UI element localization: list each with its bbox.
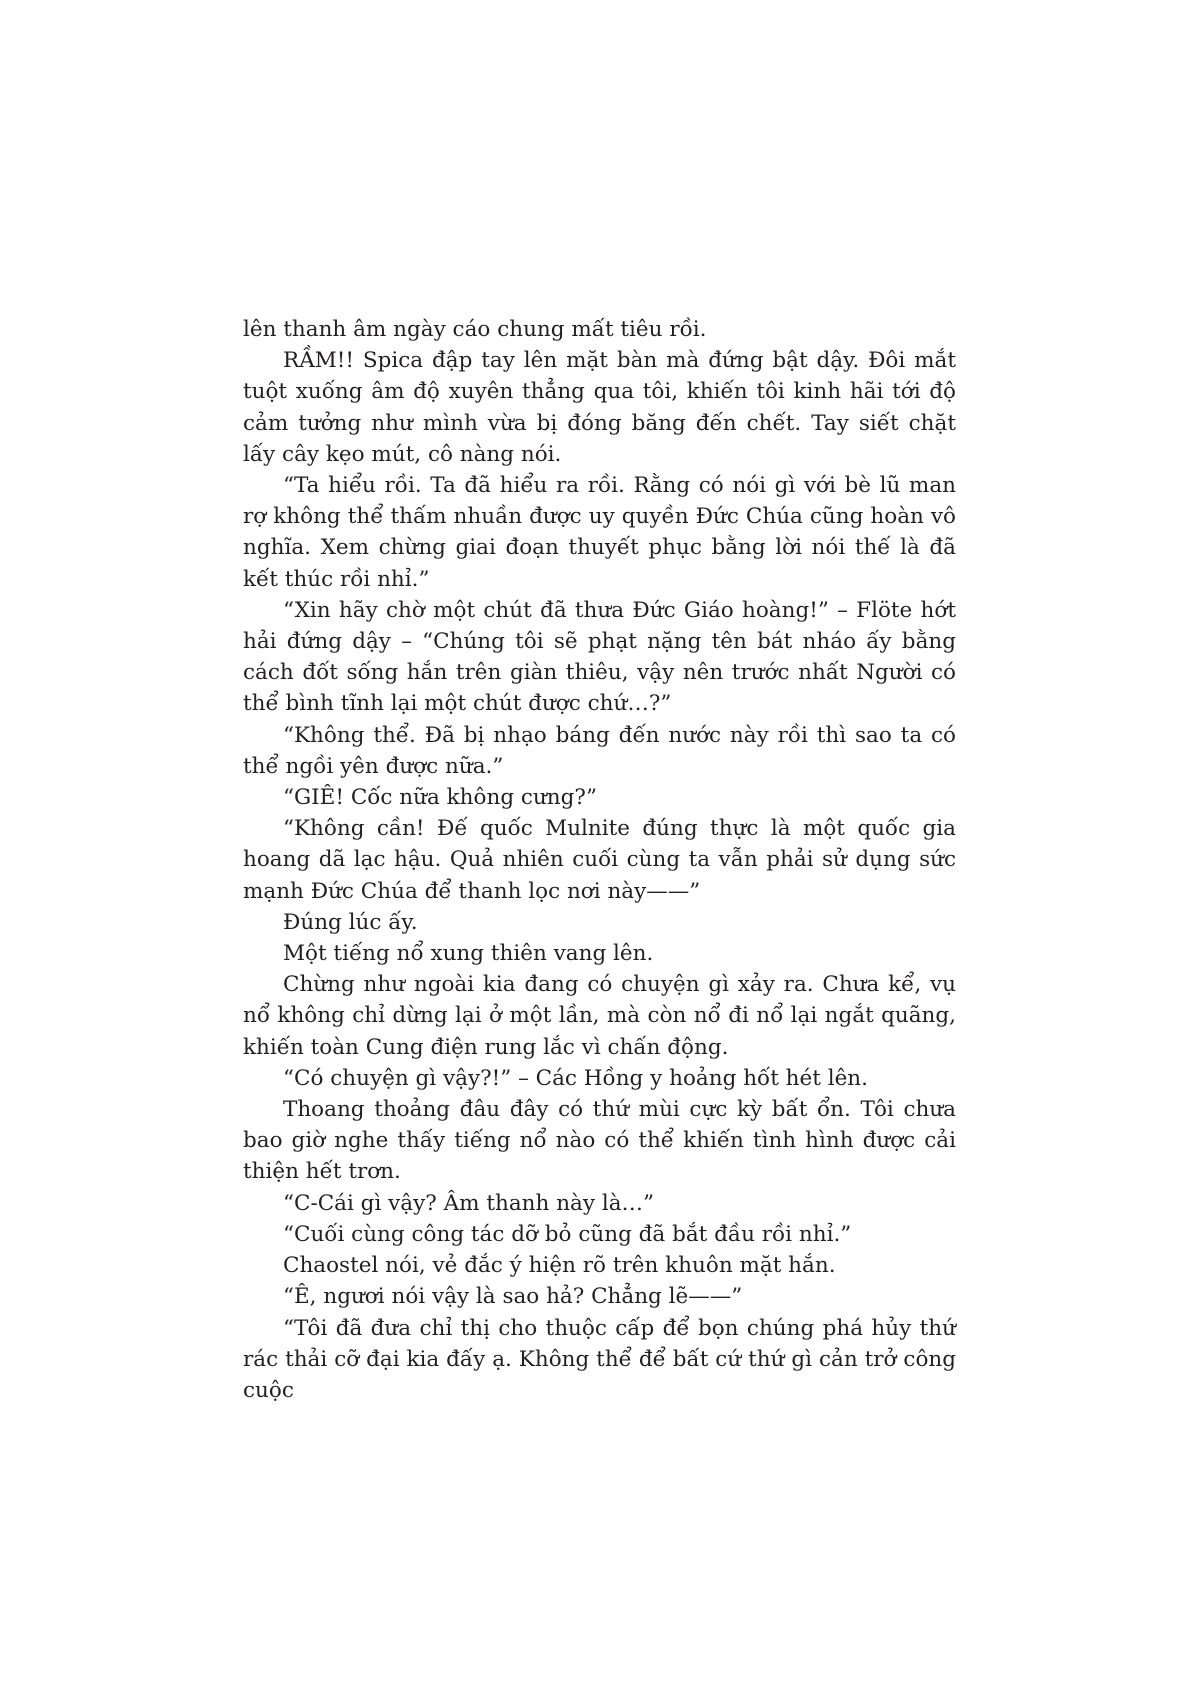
- paragraph: Thoang thoảng đâu đây có thứ mùi cực kỳ bất ổn. Tôi chưa bao giờ nghe thấy tiếng nổ nào có thể khiến tình hình được cải thiện hết trơn.: [243, 1097, 956, 1185]
- paragraph: “Tôi đã đưa chỉ thị cho thuộc cấp để bọn chúng phá hủy thứ rác thải cỡ đại kia đấy ạ. Không thể để bất cứ thứ gì cản trở công cuộc: [243, 1315, 956, 1403]
- body-text: [243, 314, 956, 1406]
- paragraph: lên thanh âm ngày cáo chung mất tiêu rồi.: [243, 317, 707, 342]
- paragraph: RẦM!! Spica đập tay lên mặt bàn mà đứng bật dậy. Đôi mắt tuột xuống âm độ xuyên thẳng qua tôi, khiến tôi kinh hãi tới độ cảm tưởng như mình vừa bị đóng băng đến chết. Tay siết chặt lấy cây kẹo mút, cô nàng nói.: [243, 348, 956, 467]
- paragraph: “GIÊ! Cốc nữa không cưng?”: [283, 785, 597, 811]
- paragraph: “Xin hãy chờ một chút đã thưa Đức Giáo hoàng!” – Flöte hớt hải đứng dậy – “Chúng tôi sẽ phạt nặng tên bát nháo ấy bằng cách đốt sống hắn trên giàn thiêu, vậy nên trước nhất Người có thể bình tĩnh lại một chút được chứ…?”: [243, 597, 956, 717]
- paragraph: “Ê, ngươi nói vậy là sao hả? Chẳng lẽ——”: [283, 1284, 743, 1310]
- paragraph: Một tiếng nổ xung thiên vang lên.: [283, 941, 654, 967]
- paragraph: “Không thể. Đã bị nhạo báng đến nước này rồi thì sao ta có thể ngồi yên được nữa.”: [243, 722, 956, 779]
- paragraph: “C-Cái gì vậy? Âm thanh này là…”: [283, 1190, 655, 1216]
- paragraph: “Ta hiểu rồi. Ta đã hiểu ra rồi. Rằng có nói gì với bè lũ man rợ không thể thấm nhuần được uy quyền Đức Chúa cũng hoàn vô nghĩa. Xem chừng giai đoạn thuyết phục bằng lời nói thế là đã kết thúc rồi nhỉ.”: [243, 473, 956, 592]
- paragraph: Đúng lúc ấy.: [283, 909, 418, 935]
- paragraph: “Không cần! Đế quốc Mulnite đúng thực là một quốc gia hoang dã lạc hậu. Quả nhiên cuối cùng ta vẫn phải sử dụng sức mạnh Đức Chúa để thanh lọc nơi này——”: [243, 816, 956, 904]
- paragraph: Chaostel nói, vẻ đắc ý hiện rõ trên khuôn mặt hắn.: [283, 1253, 836, 1279]
- paragraph: “Cuối cùng công tác dỡ bỏ cũng đã bắt đầu rồi nhỉ.”: [283, 1221, 852, 1247]
- paragraph: Chừng như ngoài kia đang có chuyện gì xảy ra. Chưa kể, vụ nổ không chỉ dừng lại ở một lần, mà còn nổ đi nổ lại ngắt quãng, khiến toàn Cung điện rung lắc vì chấn động.: [243, 972, 956, 1060]
- paragraph: “Có chuyện gì vậy?!” – Các Hồng y hoảng hốt hét lên.: [283, 1065, 868, 1091]
